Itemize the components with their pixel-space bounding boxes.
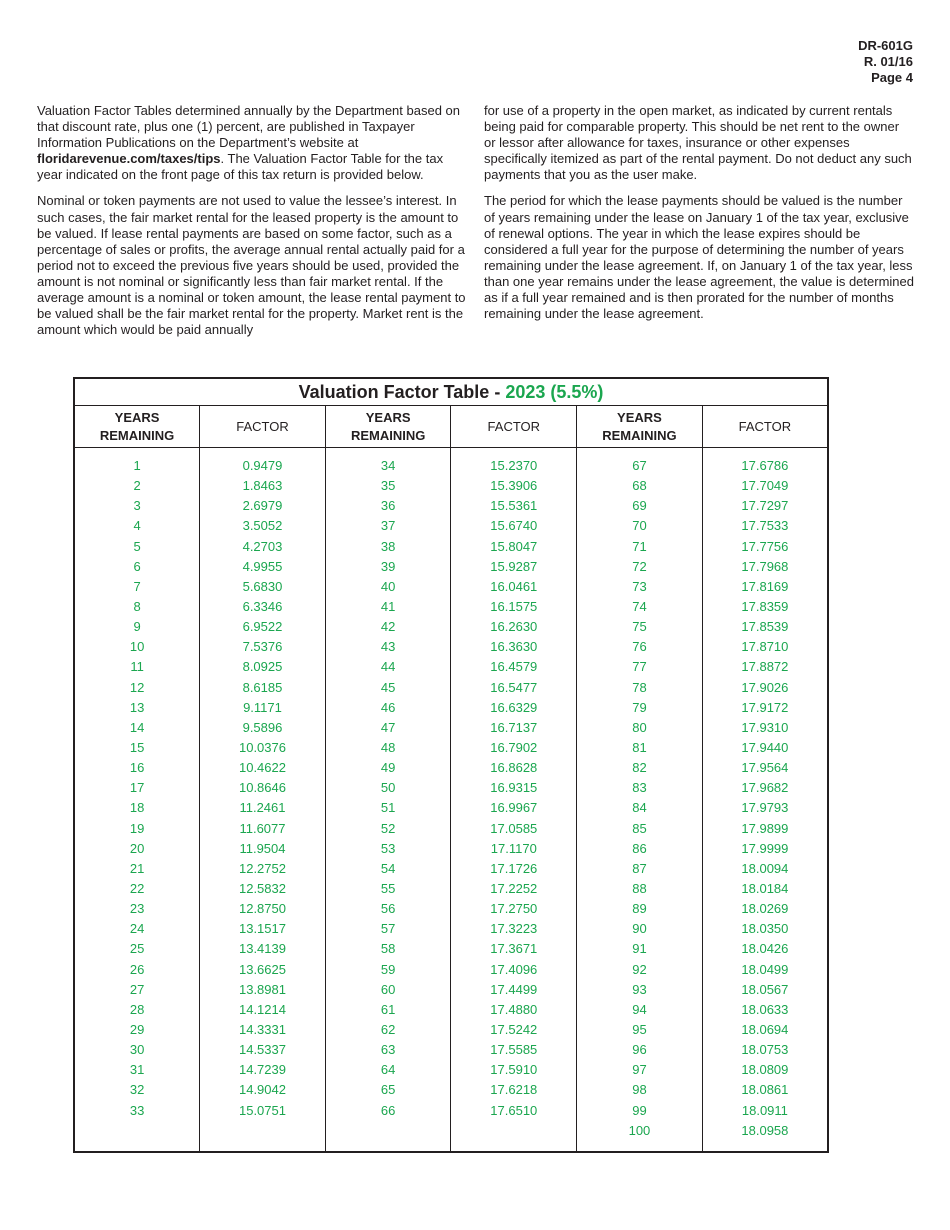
factor-cell: 14.1214 <box>200 1000 326 1020</box>
factor-cell: 18.0958 <box>702 1121 828 1152</box>
paragraph <box>37 103 469 183</box>
years-remaining-cell: 15 <box>74 738 200 758</box>
factor-cell: 17.5910 <box>451 1060 577 1080</box>
factor-cell: 17.9026 <box>702 678 828 698</box>
factor-cell: 14.3331 <box>200 1020 326 1040</box>
factor-cell: 16.9315 <box>451 778 577 798</box>
factor-cell: 4.9955 <box>200 557 326 577</box>
factor-cell: 17.9899 <box>702 819 828 839</box>
valuation-factor-table <box>73 377 829 1153</box>
years-remaining-cell: 11 <box>74 657 200 677</box>
years-remaining-cell: 91 <box>577 939 703 959</box>
years-remaining-cell: 22 <box>74 879 200 899</box>
factor-cell: 17.5242 <box>451 1020 577 1040</box>
years-remaining-cell: 67 <box>577 448 703 477</box>
paragraph: for use of a property in the open market, as indicated by current rentals being paid for comparable property. This should be net rent to the owner or lessor after allowance for taxes, insurance or other expenses specifically itemized as part of the rental payment. Do not deduct any such payments that you as the user make. <box>484 103 912 183</box>
factor-cell: 16.0461 <box>451 577 577 597</box>
factor-cell: 7.5376 <box>200 637 326 657</box>
factor-cell: 15.2370 <box>451 448 577 477</box>
years-remaining-cell: 80 <box>577 718 703 738</box>
header-line: YEARS <box>365 409 411 425</box>
table-row <box>74 1000 828 1020</box>
factor-header: FACTOR <box>200 406 326 448</box>
years-remaining-cell: 28 <box>74 1000 200 1020</box>
factor-cell: 17.9682 <box>702 778 828 798</box>
factor-cell: 17.6510 <box>451 1101 577 1121</box>
factor-cell: 9.5896 <box>200 718 326 738</box>
factor-cell: 10.0376 <box>200 738 326 758</box>
factor-cell: 17.4096 <box>451 960 577 980</box>
years-remaining-cell: 87 <box>577 859 703 879</box>
years-remaining-cell: 13 <box>74 698 200 718</box>
header-line: REMAINING <box>602 427 677 443</box>
factor-cell: 8.0925 <box>200 657 326 677</box>
header-line: YEARS <box>114 409 160 425</box>
years-remaining-cell: 35 <box>325 476 451 496</box>
factor-cell <box>200 1121 326 1152</box>
years-remaining-cell: 51 <box>325 798 451 818</box>
table-title-year: 2023 (5.5%) <box>505 381 604 402</box>
factor-cell: 18.0567 <box>702 980 828 1000</box>
years-remaining-cell: 2 <box>74 476 200 496</box>
years-remaining-cell: 83 <box>577 778 703 798</box>
years-remaining-cell: 76 <box>577 637 703 657</box>
table-row <box>74 899 828 919</box>
factor-cell: 17.8872 <box>702 657 828 677</box>
factor-header: FACTOR <box>702 406 828 448</box>
table-row <box>74 698 828 718</box>
years-remaining-cell: 89 <box>577 899 703 919</box>
factor-cell: 0.9479 <box>200 448 326 477</box>
factor-cell: 18.0184 <box>702 879 828 899</box>
factor-header: FACTOR <box>451 406 577 448</box>
years-remaining-cell: 20 <box>74 839 200 859</box>
table-row <box>74 879 828 899</box>
years-remaining-cell: 16 <box>74 758 200 778</box>
table-body <box>74 448 828 1152</box>
years-remaining-cell: 85 <box>577 819 703 839</box>
years-remaining-cell: 14 <box>74 718 200 738</box>
years-remaining-cell: 21 <box>74 859 200 879</box>
years-remaining-cell: 57 <box>325 919 451 939</box>
factor-cell: 9.1171 <box>200 698 326 718</box>
factor-cell: 1.8463 <box>200 476 326 496</box>
factor-cell: 6.3346 <box>200 597 326 617</box>
factor-cell: 18.0094 <box>702 859 828 879</box>
years-remaining-cell: 50 <box>325 778 451 798</box>
years-remaining-cell: 72 <box>577 557 703 577</box>
years-remaining-cell: 56 <box>325 899 451 919</box>
table-row <box>74 778 828 798</box>
factor-cell: 15.3906 <box>451 476 577 496</box>
factor-cell: 12.8750 <box>200 899 326 919</box>
years-remaining-cell: 54 <box>325 859 451 879</box>
years-remaining-cell: 23 <box>74 899 200 919</box>
factor-cell: 11.9504 <box>200 839 326 859</box>
factor-cell: 17.1170 <box>451 839 577 859</box>
header-line: YEARS <box>617 409 662 425</box>
years-remaining-cell: 73 <box>577 577 703 597</box>
factor-cell: 14.7239 <box>200 1060 326 1080</box>
factor-cell: 15.8047 <box>451 537 577 557</box>
years-remaining-cell: 49 <box>325 758 451 778</box>
table-row <box>74 516 828 536</box>
table-row <box>74 657 828 677</box>
years-remaining-header <box>74 406 200 448</box>
factor-cell: 16.8628 <box>451 758 577 778</box>
years-remaining-cell <box>325 1121 451 1152</box>
paragraph: The period for which the lease payments should be valued is the number of years remaining under the lease on January 1 of the tax year, exclusive of renewal options. The year in which the lease expires should be considered a full year for the purpose of determining the number of years remaining under the lease agreement. If, on January 1 of the tax year, less than one year remains under the lease agreement, the value is determined as if a full year remained and is then prorated for the number of months remaining under the lease agreement. <box>484 193 914 322</box>
years-remaining-cell: 59 <box>325 960 451 980</box>
factor-cell: 17.3671 <box>451 939 577 959</box>
table-row <box>74 839 828 859</box>
years-remaining-cell: 93 <box>577 980 703 1000</box>
factor-cell: 17.0585 <box>451 819 577 839</box>
factor-cell: 12.2752 <box>200 859 326 879</box>
years-remaining-cell: 58 <box>325 939 451 959</box>
years-remaining-cell: 39 <box>325 557 451 577</box>
years-remaining-cell: 86 <box>577 839 703 859</box>
factor-cell: 17.2252 <box>451 879 577 899</box>
table-row <box>74 637 828 657</box>
form-number: DR-601G <box>858 38 913 53</box>
years-remaining-cell: 4 <box>74 516 200 536</box>
years-remaining-cell: 66 <box>325 1101 451 1121</box>
factor-cell: 17.4499 <box>451 980 577 1000</box>
factor-cell: 16.7137 <box>451 718 577 738</box>
years-remaining-cell: 1 <box>74 448 200 477</box>
factor-cell: 17.5585 <box>451 1040 577 1060</box>
years-remaining-cell: 7 <box>74 577 200 597</box>
years-remaining-cell: 29 <box>74 1020 200 1040</box>
years-remaining-cell: 78 <box>577 678 703 698</box>
years-remaining-cell: 92 <box>577 960 703 980</box>
years-remaining-cell: 44 <box>325 657 451 677</box>
factor-cell: 8.6185 <box>200 678 326 698</box>
factor-cell: 17.6786 <box>702 448 828 477</box>
table-row <box>74 496 828 516</box>
years-remaining-cell: 48 <box>325 738 451 758</box>
years-remaining-cell: 19 <box>74 819 200 839</box>
factor-cell: 18.0809 <box>702 1060 828 1080</box>
factor-cell: 16.2630 <box>451 617 577 637</box>
years-remaining-cell: 88 <box>577 879 703 899</box>
factor-cell: 2.6979 <box>200 496 326 516</box>
table-row <box>74 919 828 939</box>
years-remaining-cell: 53 <box>325 839 451 859</box>
factor-cell: 16.1575 <box>451 597 577 617</box>
years-remaining-cell: 32 <box>74 1080 200 1100</box>
table-row <box>74 798 828 818</box>
factor-cell: 11.2461 <box>200 798 326 818</box>
table-row <box>74 980 828 1000</box>
right-text-column <box>484 103 914 332</box>
years-remaining-cell: 26 <box>74 960 200 980</box>
factor-cell: 18.0499 <box>702 960 828 980</box>
years-remaining-cell: 55 <box>325 879 451 899</box>
header-line: REMAINING <box>99 427 175 443</box>
factor-cell: 17.7968 <box>702 557 828 577</box>
years-remaining-cell: 63 <box>325 1040 451 1060</box>
factor-cell: 17.8710 <box>702 637 828 657</box>
paragraph-text: Valuation Factor Tables determined annually by the Department based on that discount rate, plus one (1) percent, are published in Taxpayer Information Publications on the Department’s website at <box>37 103 461 151</box>
table-row <box>74 1040 828 1060</box>
factor-cell: 12.5832 <box>200 879 326 899</box>
factor-cell: 17.8359 <box>702 597 828 617</box>
years-remaining-cell: 6 <box>74 557 200 577</box>
factor-cell: 16.6329 <box>451 698 577 718</box>
factor-cell: 14.5337 <box>200 1040 326 1060</box>
factor-cell: 11.6077 <box>200 819 326 839</box>
table-row <box>74 617 828 637</box>
factor-cell: 17.7049 <box>702 476 828 496</box>
left-text-column <box>37 103 469 348</box>
page-number: Page 4 <box>871 70 913 85</box>
factor-cell: 18.0426 <box>702 939 828 959</box>
factor-cell: 13.8981 <box>200 980 326 1000</box>
years-remaining-cell: 25 <box>74 939 200 959</box>
years-remaining-cell: 79 <box>577 698 703 718</box>
table-row <box>74 718 828 738</box>
factor-cell: 17.9564 <box>702 758 828 778</box>
paragraph: Nominal or token payments are not used to value the lessee’s interest. In such cases, the fair market rental for the leased property is the amount to be valued. If lease rental payments are based on some factor, such as a percentage of sales or profits, the average annual rental actually paid for a period not to exceed the previous five years should be used, provided the amount is not nominal or significantly less than fair market rental. If the average amount is a nominal or token amount, the lease rental payment to be valued shall be the fair market rental for the property. Market rent is the amount which would be paid annually <box>37 193 466 338</box>
years-remaining-cell: 98 <box>577 1080 703 1100</box>
factor-cell: 17.4880 <box>451 1000 577 1020</box>
years-remaining-cell: 8 <box>74 597 200 617</box>
factor-cell: 13.6625 <box>200 960 326 980</box>
years-remaining-cell: 5 <box>74 537 200 557</box>
years-remaining-cell: 36 <box>325 496 451 516</box>
years-remaining-cell: 99 <box>577 1101 703 1121</box>
years-remaining-cell: 61 <box>325 1000 451 1020</box>
factor-cell: 17.8539 <box>702 617 828 637</box>
factor-cell: 17.9172 <box>702 698 828 718</box>
form-revision: R. 01/16 <box>863 54 913 69</box>
years-remaining-cell: 74 <box>577 597 703 617</box>
factor-cell: 10.8646 <box>200 778 326 798</box>
table-row <box>74 859 828 879</box>
factor-cell: 15.9287 <box>451 557 577 577</box>
table-row <box>74 1060 828 1080</box>
table-row <box>74 537 828 557</box>
years-remaining-cell: 75 <box>577 617 703 637</box>
factor-cell: 4.2703 <box>200 537 326 557</box>
years-remaining-cell: 94 <box>577 1000 703 1020</box>
factor-cell: 5.6830 <box>200 577 326 597</box>
factor-cell: 18.0911 <box>702 1101 828 1121</box>
factor-cell: 16.3630 <box>451 637 577 657</box>
years-remaining-cell: 46 <box>325 698 451 718</box>
years-remaining-header <box>577 406 703 448</box>
years-remaining-cell: 52 <box>325 819 451 839</box>
paragraph-text: . The Valuation Factor Table for the tax year indicated on the front page of this tax return is provided below. <box>37 151 444 183</box>
years-remaining-cell: 37 <box>325 516 451 536</box>
table-row <box>74 1080 828 1100</box>
factor-cell: 18.0350 <box>702 919 828 939</box>
factor-cell: 3.5052 <box>200 516 326 536</box>
table-title-text: Valuation Factor Table - <box>298 381 506 402</box>
years-remaining-cell: 84 <box>577 798 703 818</box>
years-remaining-cell: 18 <box>74 798 200 818</box>
years-remaining-cell: 60 <box>325 980 451 1000</box>
years-remaining-cell: 65 <box>325 1080 451 1100</box>
years-remaining-cell: 31 <box>74 1060 200 1080</box>
factor-cell: 13.4139 <box>200 939 326 959</box>
form-header <box>858 38 913 86</box>
years-remaining-cell: 45 <box>325 678 451 698</box>
factor-cell: 6.9522 <box>200 617 326 637</box>
factor-cell: 10.4622 <box>200 758 326 778</box>
table-row <box>74 597 828 617</box>
years-remaining-cell: 41 <box>325 597 451 617</box>
years-remaining-cell: 97 <box>577 1060 703 1080</box>
years-remaining-cell <box>74 1121 200 1152</box>
factor-cell <box>451 1121 577 1152</box>
years-remaining-cell: 100 <box>577 1121 703 1152</box>
factor-cell: 16.4579 <box>451 657 577 677</box>
factor-cell: 14.9042 <box>200 1080 326 1100</box>
years-remaining-cell: 71 <box>577 537 703 557</box>
column-header-row <box>74 406 828 448</box>
table-row <box>74 1020 828 1040</box>
table-row <box>74 738 828 758</box>
factor-cell: 15.6740 <box>451 516 577 536</box>
factor-cell: 16.9967 <box>451 798 577 818</box>
years-remaining-cell: 68 <box>577 476 703 496</box>
factor-cell: 17.7756 <box>702 537 828 557</box>
table-row <box>74 678 828 698</box>
table-title <box>74 378 828 406</box>
years-remaining-cell: 40 <box>325 577 451 597</box>
years-remaining-cell: 27 <box>74 980 200 1000</box>
factor-cell: 17.9310 <box>702 718 828 738</box>
website-link[interactable]: floridarevenue.com/taxes/tips <box>37 151 221 167</box>
years-remaining-cell: 81 <box>577 738 703 758</box>
years-remaining-cell: 96 <box>577 1040 703 1060</box>
table-row <box>74 939 828 959</box>
table-row <box>74 960 828 980</box>
factor-cell: 17.1726 <box>451 859 577 879</box>
years-remaining-cell: 77 <box>577 657 703 677</box>
table-row <box>74 1121 828 1152</box>
years-remaining-cell: 64 <box>325 1060 451 1080</box>
years-remaining-cell: 38 <box>325 537 451 557</box>
table-row <box>74 1101 828 1121</box>
factor-cell: 18.0633 <box>702 1000 828 1020</box>
table-row <box>74 448 828 477</box>
factor-cell: 15.5361 <box>451 496 577 516</box>
years-remaining-cell: 90 <box>577 919 703 939</box>
years-remaining-cell: 70 <box>577 516 703 536</box>
factor-cell: 17.7533 <box>702 516 828 536</box>
years-remaining-cell: 10 <box>74 637 200 657</box>
years-remaining-cell: 33 <box>74 1101 200 1121</box>
years-remaining-cell: 9 <box>74 617 200 637</box>
years-remaining-cell: 24 <box>74 919 200 939</box>
years-remaining-cell: 62 <box>325 1020 451 1040</box>
factor-cell: 18.0753 <box>702 1040 828 1060</box>
years-remaining-header <box>325 406 451 448</box>
factor-cell: 17.8169 <box>702 577 828 597</box>
factor-cell: 17.6218 <box>451 1080 577 1100</box>
factor-cell: 13.1517 <box>200 919 326 939</box>
years-remaining-cell: 34 <box>325 448 451 477</box>
factor-cell: 17.9440 <box>702 738 828 758</box>
years-remaining-cell: 95 <box>577 1020 703 1040</box>
years-remaining-cell: 3 <box>74 496 200 516</box>
years-remaining-cell: 82 <box>577 758 703 778</box>
table-row <box>74 577 828 597</box>
factor-cell: 16.5477 <box>451 678 577 698</box>
factor-cell: 17.2750 <box>451 899 577 919</box>
table-row <box>74 557 828 577</box>
factor-cell: 15.0751 <box>200 1101 326 1121</box>
factor-cell: 17.7297 <box>702 496 828 516</box>
years-remaining-cell: 47 <box>325 718 451 738</box>
years-remaining-cell: 12 <box>74 678 200 698</box>
table-row <box>74 819 828 839</box>
factor-cell: 18.0269 <box>702 899 828 919</box>
years-remaining-cell: 17 <box>74 778 200 798</box>
factor-cell: 18.0694 <box>702 1020 828 1040</box>
factor-cell: 16.7902 <box>451 738 577 758</box>
table-row <box>74 476 828 496</box>
factor-cell: 17.9999 <box>702 839 828 859</box>
years-remaining-cell: 43 <box>325 637 451 657</box>
header-line: REMAINING <box>350 427 426 443</box>
years-remaining-cell: 30 <box>74 1040 200 1060</box>
table-row <box>74 758 828 778</box>
factor-cell: 17.3223 <box>451 919 577 939</box>
years-remaining-cell: 69 <box>577 496 703 516</box>
factor-cell: 18.0861 <box>702 1080 828 1100</box>
years-remaining-cell: 42 <box>325 617 451 637</box>
factor-cell: 17.9793 <box>702 798 828 818</box>
